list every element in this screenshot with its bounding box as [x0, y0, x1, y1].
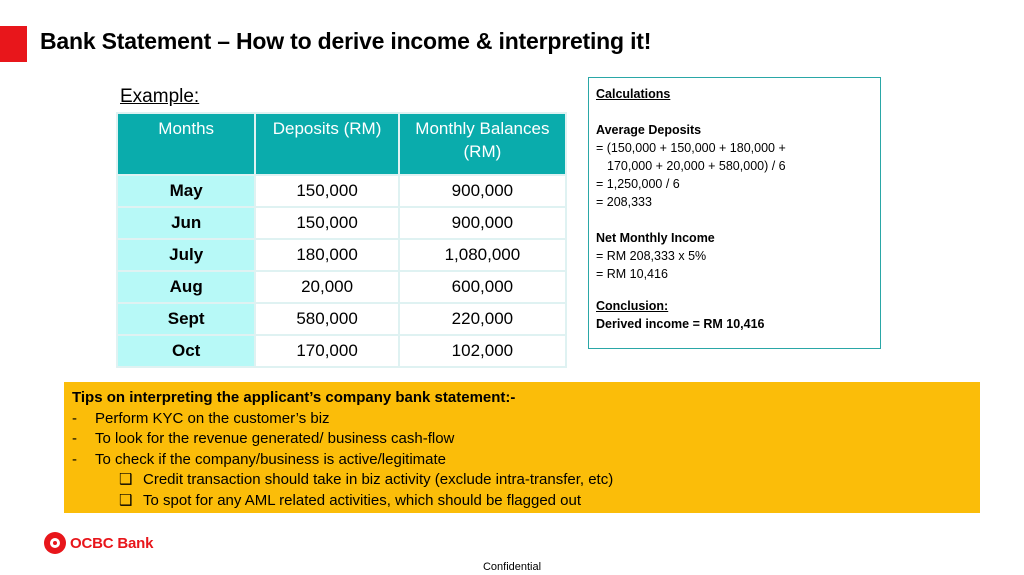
deposits-cell: 580,000: [255, 303, 398, 335]
average-deposits-line: = (150,000 + 150,000 + 180,000 +: [596, 141, 786, 155]
ocbc-logo: [44, 532, 153, 554]
table-row: [117, 239, 566, 271]
net-monthly-income-line: = RM 208,333 x 5%: [596, 249, 707, 263]
average-deposits-line: 170,000 + 20,000 + 580,000) / 6: [607, 159, 786, 173]
conclusion-heading: Conclusion:: [596, 299, 669, 313]
header-monthly-balances: Monthly Balances (RM): [399, 113, 566, 175]
list-item: [72, 429, 972, 450]
month-cell: Oct: [117, 335, 255, 367]
average-deposits-line: = 1,250,000 / 6: [596, 177, 680, 191]
header-months: Months: [117, 113, 255, 175]
table-row: [117, 271, 566, 303]
deposits-cell: 20,000: [255, 271, 398, 303]
month-cell: May: [117, 175, 255, 207]
balance-cell: 600,000: [399, 271, 566, 303]
balance-cell: 220,000: [399, 303, 566, 335]
tips-heading: Tips on interpreting the applicant’s company bank statement:-: [72, 389, 516, 406]
month-cell: Aug: [117, 271, 255, 303]
deposits-cell: 170,000: [255, 335, 398, 367]
tip-text: To check if the company/business is active/legitimate: [95, 450, 446, 468]
deposits-cell: 150,000: [255, 175, 398, 207]
deposits-table: [116, 112, 567, 368]
checkbox-bullet-icon: ❑: [119, 471, 133, 488]
logo-text: OCBC Bank: [70, 534, 154, 552]
tips-box: [64, 382, 980, 513]
table-row: [117, 335, 566, 367]
dash-bullet-icon: -: [72, 430, 77, 447]
header-deposits: Deposits (RM): [255, 113, 398, 175]
title-accent-bar: [0, 26, 27, 62]
checkbox-bullet-icon: ❑: [119, 491, 133, 509]
average-deposits-heading: Average Deposits: [596, 123, 702, 137]
slide-title: Bank Statement – How to derive income & interpreting it!: [40, 28, 652, 54]
balance-cell: 102,000: [399, 335, 566, 367]
calculations-heading: Calculations: [596, 87, 671, 101]
conclusion-text: Derived income = RM 10,416: [596, 317, 765, 331]
table-header-row: [117, 113, 566, 175]
dash-bullet-icon: -: [72, 409, 77, 427]
balance-cell: 900,000: [399, 207, 566, 239]
list-item: [72, 450, 972, 471]
table-row: [117, 303, 566, 335]
balance-cell: 900,000: [399, 175, 566, 207]
tip-text: Perform KYC on the customer’s biz: [95, 409, 330, 427]
list-item: [72, 491, 972, 512]
sub-tip-text: To spot for any AML related activities, which should be flagged out: [143, 491, 582, 509]
list-item: [72, 470, 972, 491]
footer-confidential: Confidential: [482, 561, 542, 573]
dash-bullet-icon: -: [72, 450, 77, 468]
deposits-cell: 150,000: [255, 207, 398, 239]
example-label: Example:: [120, 86, 200, 107]
balance-cell: 1,080,000: [399, 239, 566, 271]
tip-text: To look for the revenue generated/ business cash-flow: [95, 430, 455, 447]
average-deposits-result: = 208,333: [596, 195, 652, 209]
month-cell: Sept: [117, 303, 255, 335]
sub-tip-text: Credit transaction should take in biz activity (exclude intra-transfer, etc): [143, 471, 614, 488]
list-item: [72, 409, 972, 430]
month-cell: Jun: [117, 207, 255, 239]
net-monthly-income-heading: Net Monthly Income: [596, 231, 715, 245]
month-cell: July: [117, 239, 255, 271]
calculations-box: [588, 77, 881, 349]
table-row: [117, 207, 566, 239]
net-monthly-income-result: = RM 10,416: [596, 267, 668, 281]
deposits-cell: 180,000: [255, 239, 398, 271]
ocbc-logo-icon: [44, 532, 66, 554]
table-row: [117, 175, 566, 207]
